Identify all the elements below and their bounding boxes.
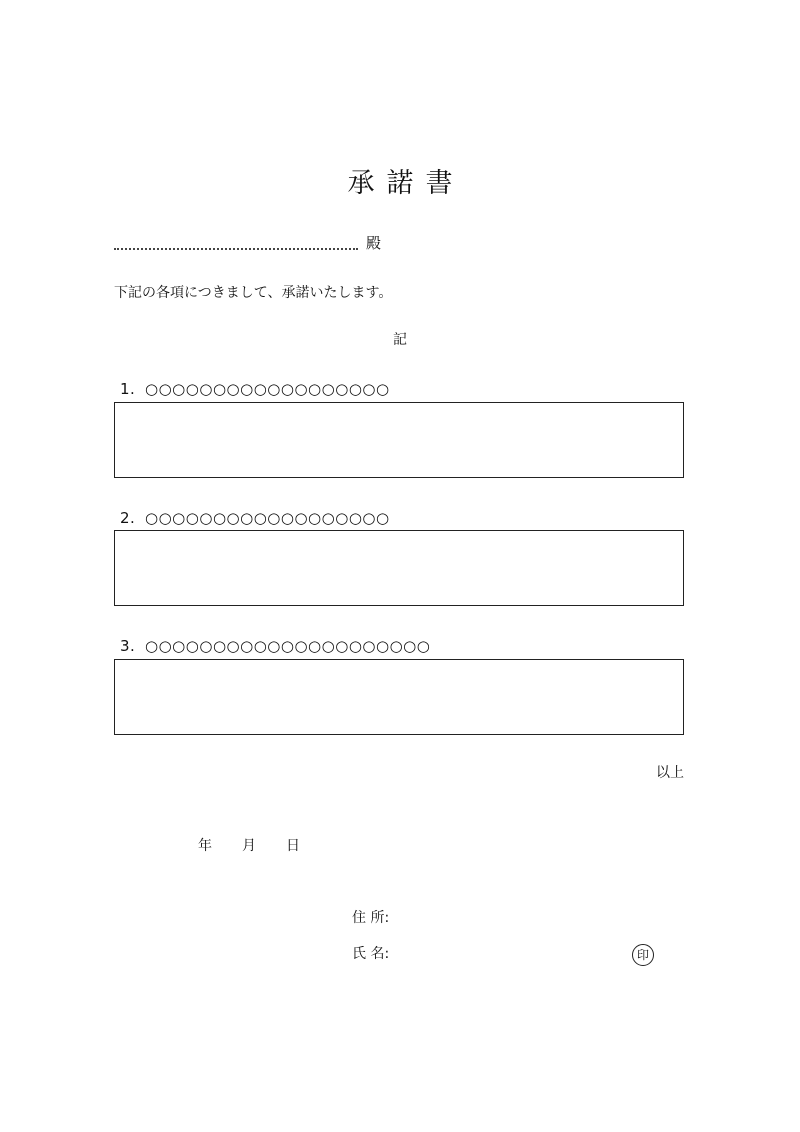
address-label: 住 所:: [352, 910, 390, 926]
item-number: 3.: [120, 637, 136, 655]
ki-heading: 記: [393, 332, 407, 348]
item-label: [120, 379, 390, 399]
date-year: 年: [198, 838, 212, 854]
item-label: [120, 636, 430, 656]
item-label: [120, 508, 390, 528]
addressee-line: [114, 248, 358, 250]
closing-text: 以上: [656, 765, 684, 781]
date-day: 日: [286, 838, 300, 854]
item-box: [114, 402, 684, 478]
item-text: ○○○○○○○○○○○○○○○○○○: [145, 509, 390, 527]
item-number: 1.: [120, 380, 136, 398]
item-box: [114, 659, 684, 735]
item-box: [114, 530, 684, 606]
name-label: 氏 名:: [352, 946, 390, 962]
intro-text: 下記の各項につきまして、承諾いたします。: [114, 285, 393, 301]
seal-mark: 印: [632, 944, 654, 966]
date-month: 月: [242, 838, 256, 854]
item-text: ○○○○○○○○○○○○○○○○○○○○○: [145, 637, 431, 655]
document-title: 承諾書: [347, 168, 465, 199]
item-text: ○○○○○○○○○○○○○○○○○○: [145, 380, 390, 398]
date-line: [198, 836, 300, 856]
item-number: 2.: [120, 509, 136, 527]
addressee-suffix: 殿: [366, 234, 382, 252]
